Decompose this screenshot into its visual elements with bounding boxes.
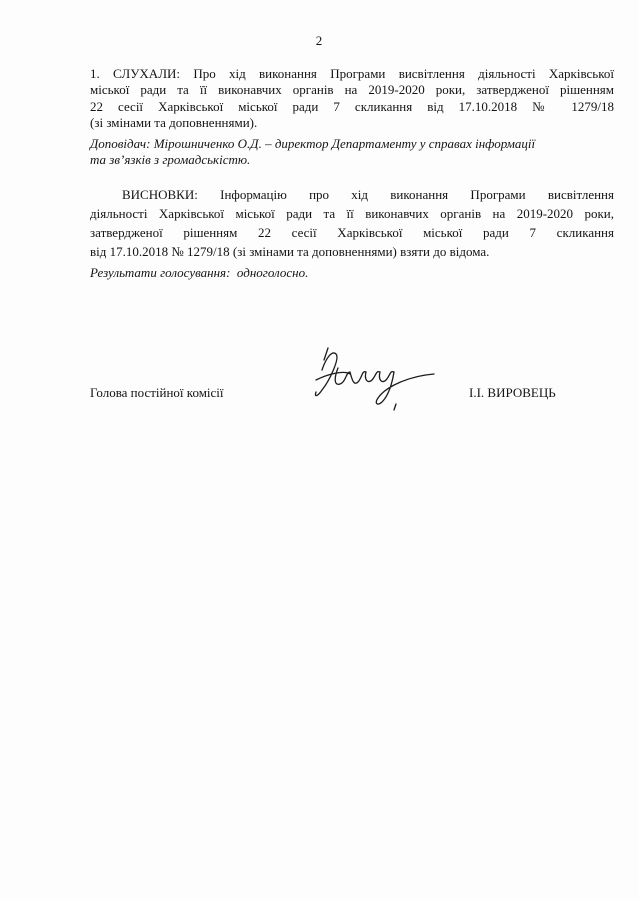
handwritten-signature	[300, 340, 450, 420]
conclusion-line: ВИСНОВКИ: Інформацію про хід виконання Програми висвітлення	[122, 187, 614, 202]
heard-line: 1. СЛУХАЛИ: Про хід виконання Програми висвітлення діяльності Харківської	[90, 66, 614, 81]
conclusion-line: від 17.10.2018 № 1279/18 (зі змінами та доповненнями) взяти до відома.	[90, 244, 490, 259]
signer-name: І.І. ВИРОВЕЦЬ	[469, 385, 556, 400]
conclusion-line: діяльності Харківської міської ради та її виконавчих органів на 2019-2020 роки,	[90, 206, 614, 221]
heard-line: (зі змінами та доповненнями).	[90, 115, 258, 131]
speaker-line: та зв’язків з громадськістю.	[90, 152, 251, 168]
signer-role: Голова постійної комісії	[90, 385, 224, 400]
speaker-info	[90, 136, 614, 169]
conclusion-paragraph	[90, 185, 614, 261]
conclusion-line: затвердженої рішенням 22 сесії Харківської міської ради 7 скликання	[90, 225, 614, 240]
heard-line: міської ради та її виконавчих органів на 2019-2020 роки, затвердженої рішенням	[90, 82, 614, 98]
page-number: 2	[315, 33, 323, 48]
heard-line: 22 сесії Харківської міської ради 7 скликання від 17.10.2018 № 1279/18	[90, 98, 614, 114]
voting-result: Результати голосування: одноголосно.	[90, 265, 309, 280]
agenda-item-heard	[90, 66, 614, 132]
speaker-line: Доповідач: Мірошниченко О.Д. – директор Департаменту у справах інформації	[90, 136, 536, 151]
